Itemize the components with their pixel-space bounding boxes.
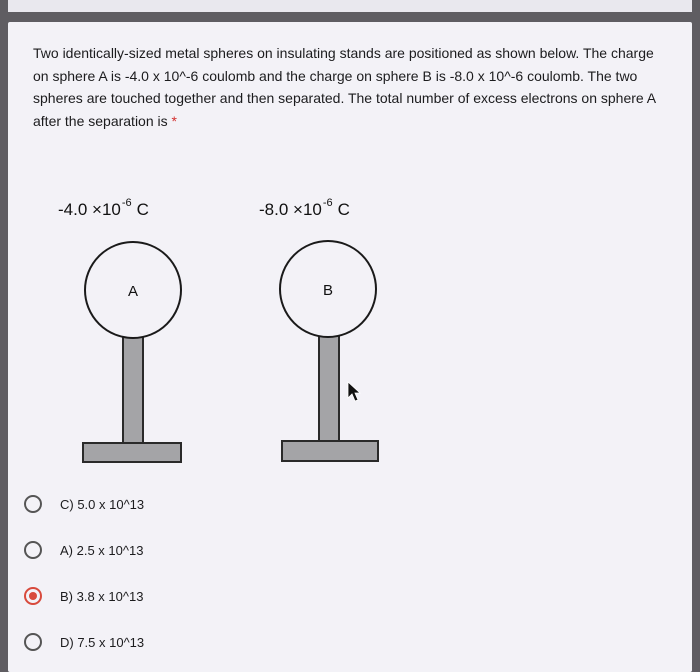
stand-a-base bbox=[83, 443, 181, 462]
charge-a-exponent: -6 bbox=[121, 197, 132, 209]
spheres-diagram bbox=[8, 22, 692, 482]
option-d-label: D) 7.5 x 10^13 bbox=[60, 634, 145, 650]
sphere-a-label: A bbox=[127, 283, 139, 300]
mouse-cursor-icon bbox=[348, 382, 360, 401]
option-b-label: B) 3.8 x 10^13 bbox=[60, 588, 144, 604]
radio-option-a[interactable] bbox=[24, 541, 42, 559]
previous-card-edge bbox=[8, 0, 692, 12]
charge-b-unit: C bbox=[337, 200, 350, 219]
option-c[interactable] bbox=[24, 492, 144, 516]
stand-b-post bbox=[319, 335, 339, 443]
charge-a-unit: C bbox=[136, 200, 149, 219]
option-a-label: A) 2.5 x 10^13 bbox=[60, 542, 144, 558]
option-c-label: C) 5.0 x 10^13 bbox=[60, 496, 145, 512]
radio-option-d[interactable] bbox=[24, 633, 42, 651]
sphere-b-assembly bbox=[280, 241, 378, 461]
sphere-a-assembly bbox=[83, 242, 181, 462]
radio-option-c[interactable] bbox=[24, 495, 42, 513]
charge-a-mantissa: -4.0 ×10 bbox=[58, 200, 121, 219]
radio-option-b-selected[interactable] bbox=[24, 587, 42, 605]
question-body: Two identically-sized metal spheres on insulating stands are positioned as shown below. The charge on sphere A is -4.0 x 10^-6 coulomb and the charge on sphere B is -8.0 x 10^-6 coulomb. The two spheres are touched together and then separated. The total number of excess electrons on sphere A after the separation is bbox=[33, 45, 656, 129]
charge-b-exponent: -6 bbox=[322, 197, 333, 209]
option-d[interactable] bbox=[24, 630, 144, 654]
required-marker: * bbox=[171, 112, 177, 129]
charge-b-mantissa: -8.0 ×10 bbox=[259, 200, 322, 219]
stand-b-base bbox=[282, 441, 378, 461]
option-b[interactable] bbox=[24, 584, 143, 608]
option-a[interactable] bbox=[24, 538, 143, 562]
question-card bbox=[8, 22, 692, 672]
sphere-b-label: B bbox=[322, 282, 334, 299]
stand-a-post bbox=[123, 335, 143, 445]
